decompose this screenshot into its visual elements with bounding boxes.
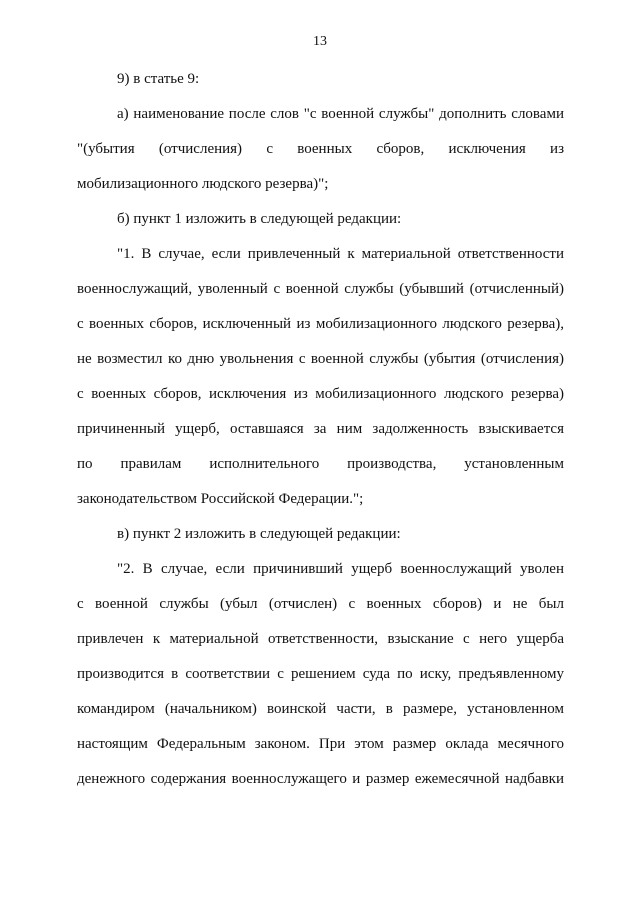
- text-line-subitem-b: б) пункт 1 изложить в следующей редакции:: [117, 211, 402, 227]
- text-line: производится в соответствии с решением суда по иску, предъявленному: [77, 666, 564, 682]
- text-line: причиненный ущерб, оставшаяся за ним задолженность взыскивается: [77, 421, 564, 437]
- text-line: по правилам исполнительного производства, установленным: [77, 456, 564, 472]
- text-line: денежного содержания военнослужащего и размер ежемесячной надбавки: [77, 771, 564, 787]
- text-line-subitem-v: в) пункт 2 изложить в следующей редакции:: [117, 526, 401, 542]
- text-line: с военных сборов, исключения из мобилизационного людского резерва): [77, 386, 564, 402]
- text-line: мобилизационного людского резерва)";: [77, 176, 329, 192]
- text-line: с военных сборов, исключенный из мобилизационного людского резерва),: [77, 316, 564, 332]
- text-line: настоящим Федеральным законом. При этом размер оклада месячного: [77, 736, 564, 752]
- text-line-paragraph-2: "2. В случае, если причинивший ущерб военнослужащий уволен: [117, 561, 564, 577]
- text-line: с военной службы (убыл (отчислен) с военных сборов) и не был: [77, 596, 564, 612]
- text-line-subitem-a: а) наименование после слов "с военной службы" дополнить словами: [117, 106, 564, 122]
- text-line-item-9: 9) в статье 9:: [117, 71, 200, 87]
- text-line: "(убытия (отчисления) с военных сборов, исключения из: [77, 141, 564, 157]
- text-line: командиром (начальником) воинской части, в размере, установленном: [77, 701, 564, 717]
- text-line: законодательством Российской Федерации.";: [77, 491, 364, 507]
- page-number: 13: [313, 34, 327, 49]
- text-line: военнослужащий, уволенный с военной службы (убывший (отчисленный): [77, 281, 564, 297]
- text-line-paragraph-1: "1. В случае, если привлеченный к материальной ответственности: [117, 246, 564, 262]
- text-line: не возместил ко дню увольнения с военной службы (убытия (отчисления): [77, 351, 564, 367]
- text-line: привлечен к материальной ответственности, взыскание с него ущерба: [77, 631, 564, 647]
